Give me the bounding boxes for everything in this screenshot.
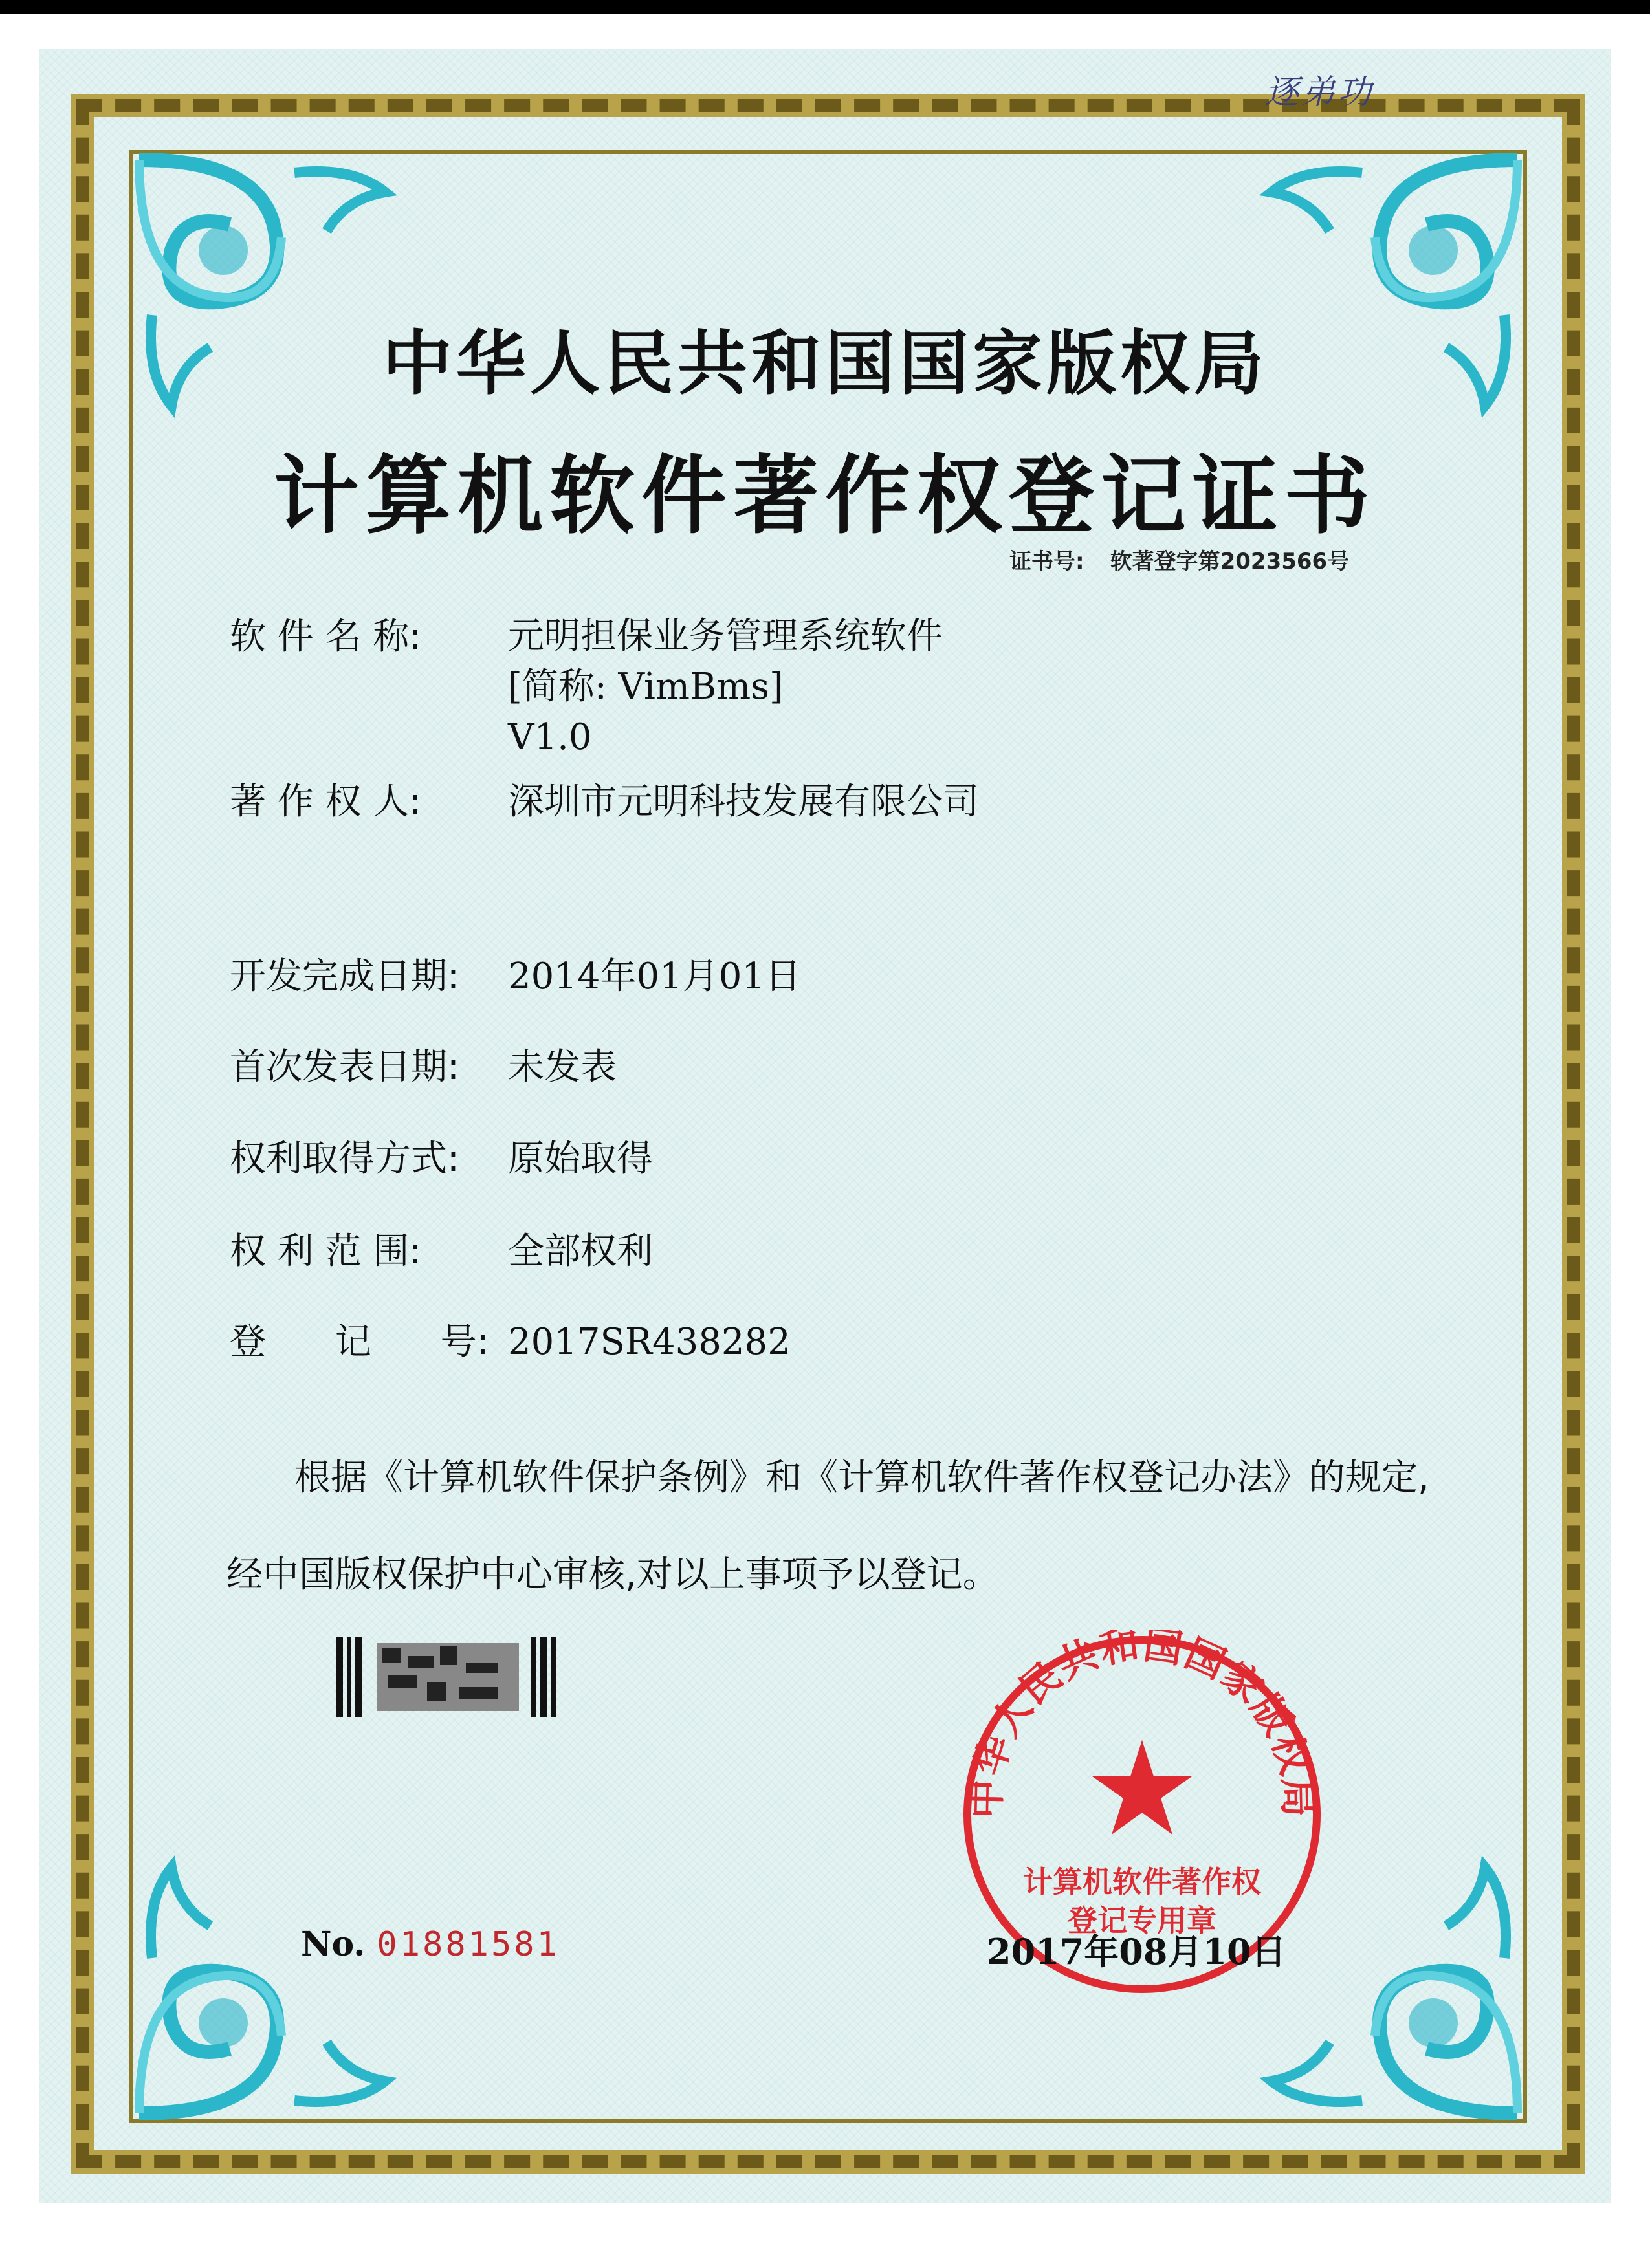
barcode [336,1637,556,1717]
certificate-number-label: 证书号: [1009,549,1084,574]
field-label: 软 件 名 称: [230,616,422,658]
field-value: 全部权利 [508,1230,653,1272]
field-software-name [230,611,943,763]
corner-ornament-bottom-left [133,1848,404,2120]
scan-top-edge [0,0,1650,14]
field-value: 深圳市元明科技发展有限公司 [508,781,979,823]
field-completion-date [230,951,801,1003]
field-label: 首次发表日期: [230,1046,459,1088]
field-copyright-owner [230,776,979,828]
field-label: 权利取得方式: [230,1138,459,1180]
serial-number-value: 01881581 [377,1925,560,1964]
field-first-publication [230,1041,617,1093]
seal-ring-text: 中华人民共和国国家版权局 [963,1630,1321,1819]
field-value: 2017SR438282 [508,1321,791,1363]
field-value: 原始取得 [508,1138,653,1180]
software-short-name-line: [简称: VimBms] [508,666,784,708]
field-label: 权 利 范 围: [230,1230,422,1272]
field-label: 登 记 号: [230,1321,489,1363]
serial-number-label: No. [301,1925,366,1964]
field-rights-scope [230,1226,653,1278]
field-value: 未发表 [508,1046,617,1088]
issue-date: 2017年08月10日 [987,1931,1286,1972]
field-label: 著 作 权 人: [230,781,422,823]
field-value: 2014年01月01日 [508,955,802,998]
field-label: 开发完成日期: [230,955,459,998]
issuing-authority: 中华人民共和国国家版权局 [382,323,1268,404]
legal-basis-statement: 根据《计算机软件保护条例》和《计算机软件著作权登记办法》的规定,经中国版权保护中心审核,对以上事项予以登记。 [226,1457,1429,1596]
software-name-line: 元明担保业务管理系统软件 [508,615,943,657]
certificate-title: 计算机软件著作权登记证书 [274,446,1376,546]
field-registration-number [230,1316,791,1368]
handwritten-note: 逐弟功 [1265,73,1374,112]
certificate-number [1009,543,1349,575]
seal-center-line-1: 计算机软件著作权 [1023,1864,1261,1899]
software-version-line: V1.0 [508,716,592,758]
field-acquisition-method [230,1133,653,1185]
certificate-number-value: 软著登字第2023566号 [1110,549,1350,574]
serial-number [301,1925,560,1964]
field-value [508,611,943,763]
seal-center-line-2: 登记专用章 [1068,1903,1216,1938]
